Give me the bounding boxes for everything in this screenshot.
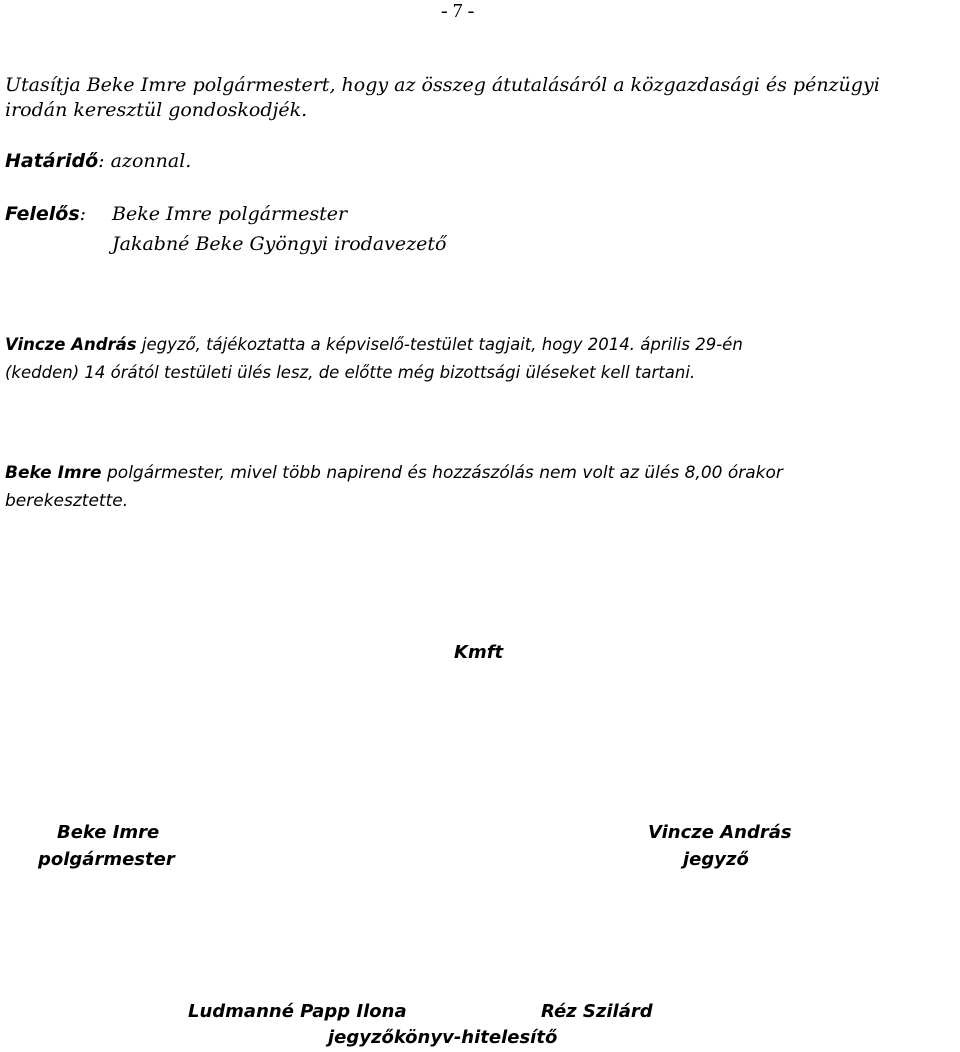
- deadline-label: Határidő: [5, 150, 99, 172]
- signature-left-title: polgármester: [38, 849, 175, 870]
- responsible-label: Felelős:: [5, 203, 87, 225]
- paragraph-notary-info-line-2: (kedden) 14 órától testületi ülés lesz, de előtte még bizottsági üléseket kell tartani.: [5, 363, 696, 382]
- signature-left-name: Beke Imre: [57, 822, 160, 843]
- paragraph-closing-line-1: Beke Imre polgármester, mivel több napirend és hozzászólás nem volt az ülés 8,00 órakor: [5, 463, 783, 483]
- authenticator-2-name: Réz Szilárd: [541, 1001, 653, 1022]
- kmft-mark: Kmft: [454, 642, 504, 663]
- authenticator-1-name: Ludmanné Papp Ilona: [188, 1001, 407, 1022]
- responsible-person-2: Jakabné Beke Gyöngyi irodavezető: [112, 233, 447, 255]
- deadline-value: : azonnal.: [98, 150, 192, 172]
- deadline-line: [5, 150, 191, 172]
- mayor-name: Beke Imre: [5, 463, 102, 483]
- paragraph-closing-line-2: berekesztette.: [5, 491, 129, 511]
- notary-name: Vincze András: [5, 335, 137, 354]
- authenticator-title: jegyzőkönyv-hitelesítő: [328, 1027, 558, 1048]
- paragraph-instruction-line-1: Utasítja Beke Imre polgármestert, hogy az összeg átutalásáról a közgazdasági és pénzügyi: [5, 74, 880, 96]
- signature-right-name: Vincze András: [648, 822, 792, 843]
- signature-right-title: jegyző: [683, 849, 749, 870]
- responsible-person-1: Beke Imre polgármester: [112, 203, 348, 225]
- page-number: - 7 -: [441, 0, 475, 22]
- paragraph-instruction-line-2: irodán keresztül gondoskodjék.: [5, 99, 308, 121]
- paragraph-notary-info-line-1: Vincze András jegyző, tájékoztatta a képviselő-testület tagjait, hogy 2014. április 29-én: [5, 335, 743, 354]
